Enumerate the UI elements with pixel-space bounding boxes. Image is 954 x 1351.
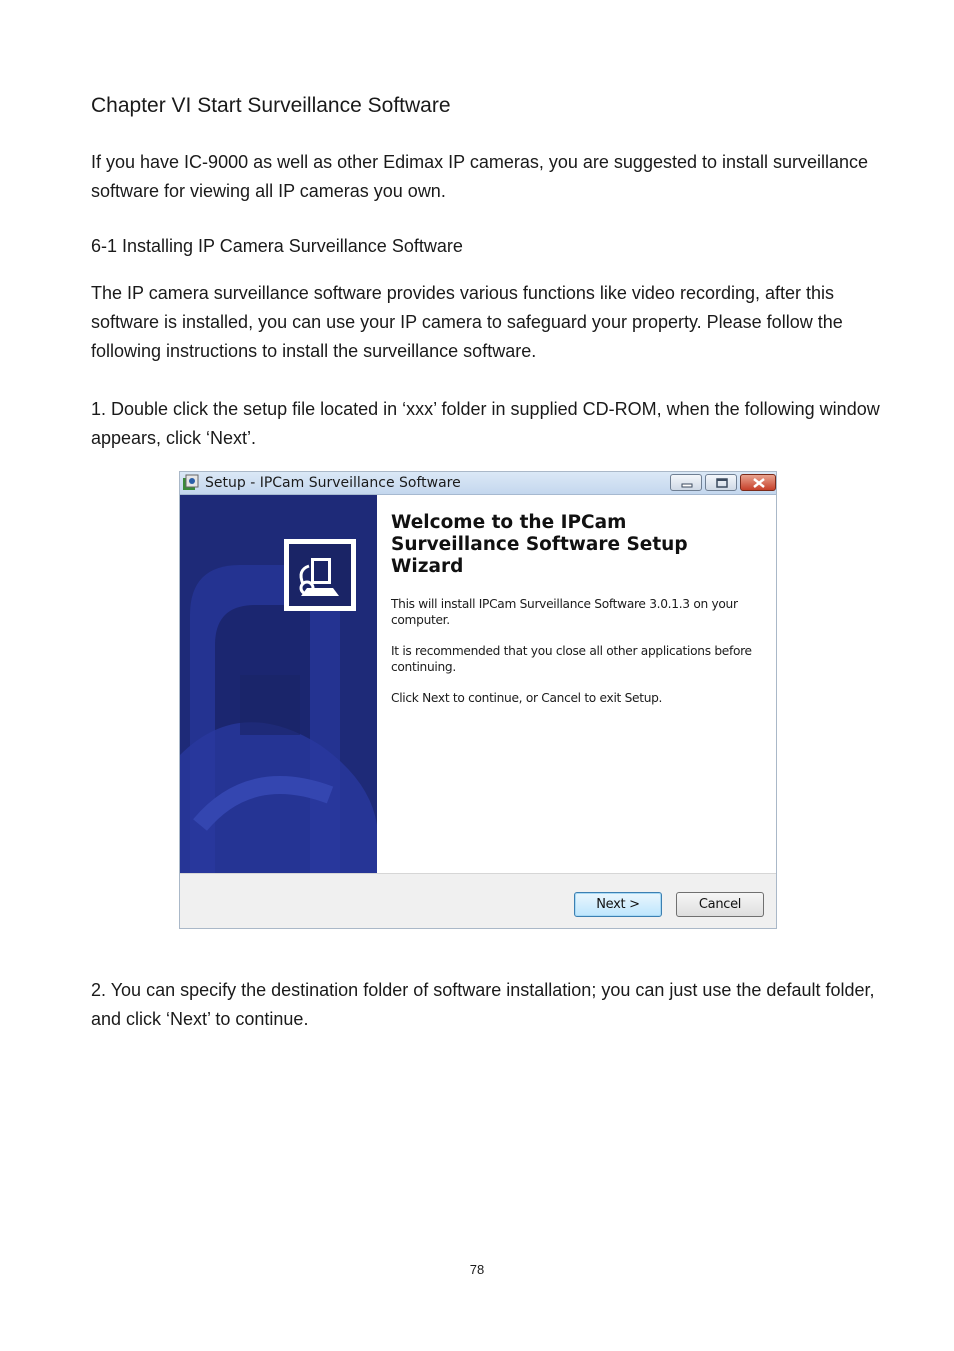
section-body-paragraph: The IP camera surveillance software provides various functions like video recording, after this software is installed, you can use your IP camera to safeguard your property. Please follow the following instructions to install the surveillance software. [91, 283, 843, 361]
continue-text: Click Next to continue, or Cancel to exit Setup. [391, 691, 663, 705]
intro-paragraph: If you have IC-9000 as well as other Edimax IP cameras, you are suggested to install surveillance software for viewing all IP cameras you own. [91, 152, 869, 201]
chapter-title: Chapter VI Start Surveillance Software [91, 94, 451, 117]
maximize-icon[interactable] [705, 474, 737, 491]
close-icon[interactable] [740, 474, 776, 491]
window-titlebar [180, 472, 776, 495]
recommend-text: It is recommended that you close all other applications before continuing. [391, 644, 752, 674]
page-number: 78 [469, 1262, 485, 1277]
section-heading: 6-1 Installing IP Camera Surveillance Software [91, 236, 463, 256]
wizard-footer [180, 873, 776, 929]
install-text: This will install IPCam Surveillance Software 3.0.1.3 on your computer. [391, 597, 738, 627]
installer-logo-icon [284, 539, 356, 611]
minimize-icon[interactable] [670, 474, 702, 491]
setup-app-icon [182, 474, 200, 492]
wizard-side-image [180, 495, 377, 873]
wizard-content [391, 512, 761, 706]
cancel-button[interactable]: Cancel [676, 892, 764, 917]
step-2-paragraph: 2. You can specify the destination folder of software installation; you can just use the default folder, and click ‘Next’ to continue. [91, 980, 875, 1029]
window-title: Setup - IPCam Surveillance Software [205, 475, 461, 491]
welcome-title: Welcome to the IPCam Surveillance Software Setup Wizard [391, 512, 688, 577]
setup-window-screenshot [179, 471, 777, 929]
step-1-paragraph: 1. Double click the setup file located in ‘xxx’ folder in supplied CD-ROM, when the following window appears, click ‘Next’. [91, 399, 880, 448]
next-button[interactable]: Next > [574, 892, 662, 917]
